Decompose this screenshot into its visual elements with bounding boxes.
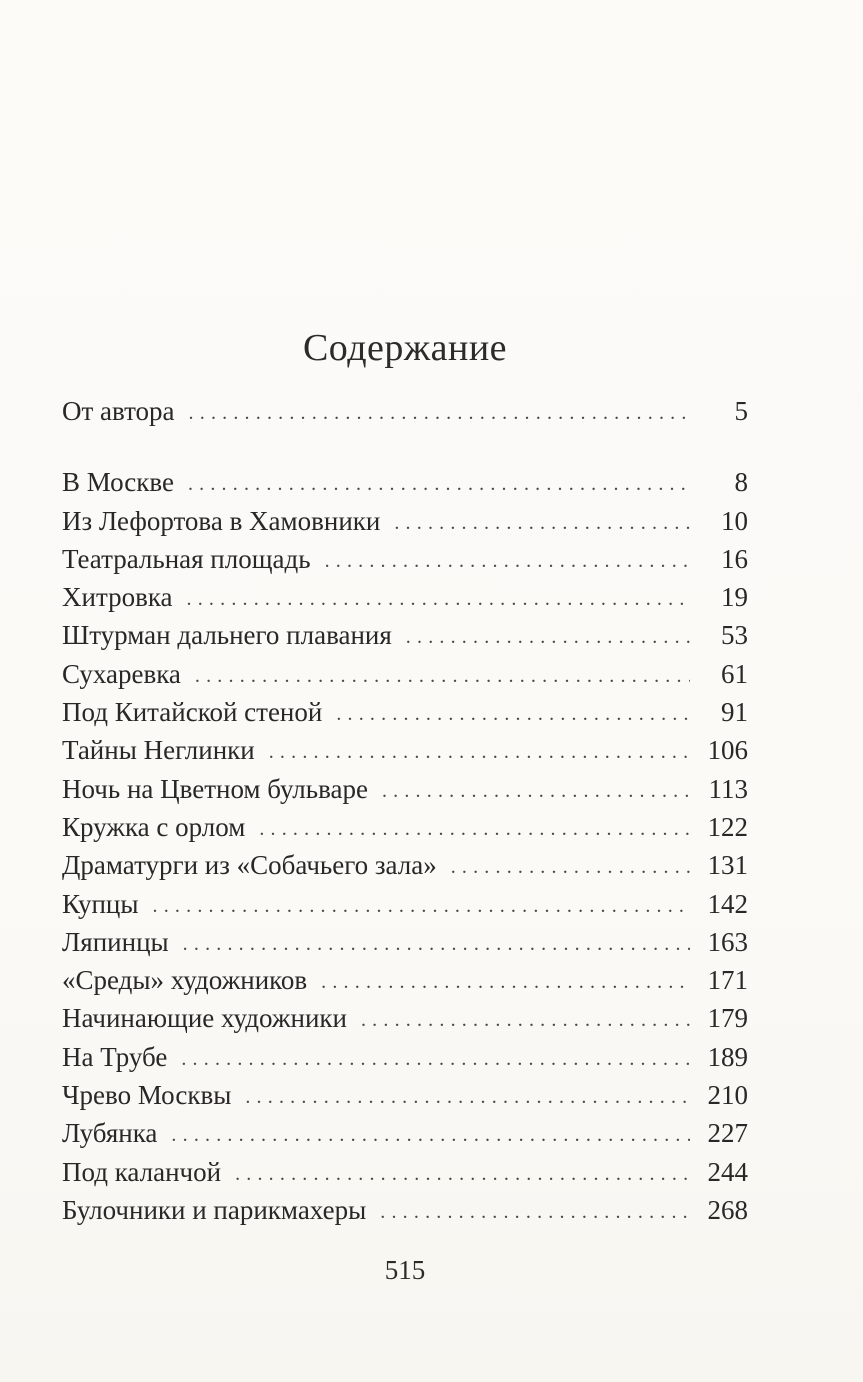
- toc-entry-page: 53: [721, 620, 748, 651]
- toc-entry-title: Начинающие художники: [62, 1003, 347, 1034]
- toc-entry: [62, 846, 748, 884]
- toc-entry-page: 163: [707, 926, 748, 957]
- toc-entry-title: Булочники и парикмахеры: [62, 1194, 367, 1225]
- dot-leader: [195, 657, 690, 695]
- toc-entry: [62, 1038, 748, 1076]
- toc-entry: [62, 578, 748, 616]
- toc-entry: [62, 999, 748, 1037]
- dot-leader: [325, 542, 690, 580]
- toc-entry: [62, 463, 748, 501]
- toc-entry-title: Ночь на Цветном бульваре: [62, 773, 368, 804]
- toc-entry-title: Чрево Москвы: [62, 1080, 232, 1111]
- toc-entry: [62, 961, 748, 999]
- dot-leader: [269, 733, 690, 771]
- toc-entry-page: 91: [721, 697, 748, 728]
- dot-leader: [188, 465, 690, 503]
- toc-entry-page: 244: [707, 1156, 748, 1187]
- toc-entry-page: 142: [707, 888, 748, 919]
- dot-leader: [336, 695, 690, 733]
- toc-entry: [62, 616, 748, 654]
- dot-leader: [171, 1116, 690, 1154]
- toc-entry: [62, 502, 748, 540]
- dot-leader: [451, 848, 690, 886]
- toc-entry-page: 8: [734, 467, 748, 498]
- dot-leader: [259, 810, 690, 848]
- toc-entry-page: 227: [707, 1118, 748, 1149]
- toc-entry-title: Под Китайской стеной: [62, 697, 323, 728]
- toc-entry-title: На Трубе: [62, 1041, 168, 1072]
- dot-leader: [187, 580, 690, 618]
- toc-entry-page: 5: [734, 396, 748, 426]
- toc-entry-title: Штурман дальнего плавания: [62, 620, 392, 651]
- toc-entry: [62, 770, 748, 808]
- dot-leader: [361, 1001, 690, 1039]
- dot-leader: [235, 1155, 690, 1193]
- toc-entry-page: 189: [707, 1041, 748, 1072]
- toc-entry: [62, 1153, 748, 1191]
- dot-leader: [153, 887, 690, 925]
- dot-leader: [181, 1040, 690, 1078]
- page-title: Содержание: [302, 327, 508, 369]
- toc-entry-page: 16: [721, 543, 748, 574]
- table-of-contents: [62, 392, 748, 1229]
- toc-entry: [62, 885, 748, 923]
- toc-entry: [62, 392, 748, 430]
- toc-entry-title: Тайны Неглинки: [62, 735, 255, 766]
- toc-entry-title: Сухаревка: [62, 658, 181, 689]
- toc-entry-page: 61: [721, 658, 748, 689]
- toc-entry: [62, 655, 748, 693]
- toc-entry-page: 268: [707, 1194, 748, 1225]
- toc-entry-page: 131: [707, 850, 748, 881]
- page-number: 515: [384, 1255, 426, 1285]
- toc-entry: [62, 540, 748, 578]
- toc-entry: [62, 693, 748, 731]
- toc-entry-title: Из Лефортова в Хамовники: [62, 505, 381, 536]
- dot-leader: [245, 1078, 690, 1116]
- toc-entry-page: 171: [707, 965, 748, 996]
- toc-entry-page: 10: [721, 505, 748, 536]
- toc-entry: [62, 1114, 748, 1152]
- toc-entry-page: 179: [707, 1003, 748, 1034]
- toc-entry-page: 113: [708, 773, 748, 804]
- toc-entry-title: Драматурги из «Собачьего зала»: [62, 850, 437, 881]
- dot-leader: [380, 1193, 690, 1231]
- dot-leader: [382, 772, 690, 810]
- toc-entry: [62, 731, 748, 769]
- toc-entry-page: 122: [707, 811, 748, 842]
- toc-entry-page: 210: [707, 1080, 748, 1111]
- toc-entry-title: Хитровка: [62, 582, 173, 613]
- toc-entry: [62, 923, 748, 961]
- toc-entry-title: От автора: [62, 396, 175, 426]
- toc-entry-title: Кружка с орлом: [62, 811, 246, 842]
- dot-leader: [406, 618, 690, 656]
- toc-entry-title: Лубянка: [62, 1118, 158, 1149]
- dot-leader: [183, 925, 690, 963]
- dot-leader: [394, 504, 690, 542]
- toc-entry-title: Купцы: [62, 888, 139, 919]
- dot-leader: [321, 963, 690, 1001]
- toc-entry-title: Ляпинцы: [62, 926, 169, 957]
- toc-entry-page: 106: [707, 735, 748, 766]
- toc-entry: [62, 808, 748, 846]
- dot-leader: [189, 394, 690, 432]
- toc-entry-page: 19: [721, 582, 748, 613]
- toc-entry-title: «Среды» художников: [62, 965, 308, 996]
- toc-entry-title: Под каланчой: [62, 1156, 222, 1187]
- toc-entry-title: В Москве: [62, 467, 174, 498]
- toc-entry: [62, 1191, 748, 1229]
- toc-entry-title: Театральная площадь: [62, 543, 311, 574]
- toc-entry: [62, 1076, 748, 1114]
